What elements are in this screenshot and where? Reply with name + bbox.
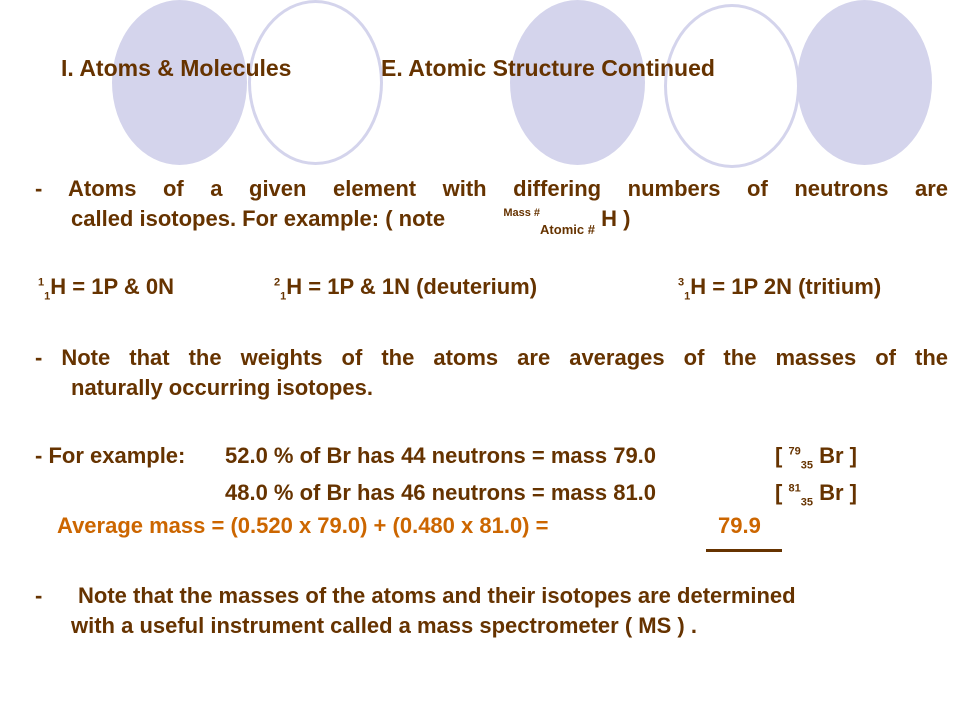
atomic-number-label: Atomic # xyxy=(540,222,595,237)
average-mass-formula: Average mass = (0.520 x 79.0) + (0.480 x 81.0) = xyxy=(57,513,549,538)
decor-circle-ring-1 xyxy=(248,0,383,165)
tritium-mass-number: 3 xyxy=(678,276,685,289)
hydrogen-isotope-protium xyxy=(38,274,174,303)
ms-note-line1: Note that the masses of the atoms and their isotopes are determined xyxy=(78,583,796,608)
decor-circle-filled-1 xyxy=(112,0,247,165)
average-mass-underline xyxy=(706,549,782,552)
br-81-mass-number: 81 xyxy=(788,482,801,495)
weights-note-line2: naturally occurring isotopes. xyxy=(71,375,373,400)
decor-circle-ring-2 xyxy=(664,4,800,168)
br-81-symbol: Br ] xyxy=(819,480,857,505)
average-mass-result: 79.9 xyxy=(718,513,761,538)
slide-title-topic: E. Atomic Structure Continued xyxy=(381,55,715,81)
br-79-bracket: [ xyxy=(775,443,783,468)
decor-circle-filled-3 xyxy=(797,0,932,165)
weights-note-line1: - Note that the weights of the atoms are averages of the masses of the xyxy=(35,345,948,370)
ms-note-dash: - xyxy=(35,583,43,608)
isotopes-definition-line2 xyxy=(71,206,630,236)
tritium-text: H = 1P 2N (tritium) xyxy=(690,274,882,299)
br-79-mass-number: 79 xyxy=(788,445,801,458)
deuterium-mass-number: 2 xyxy=(274,276,281,289)
br-79-symbol: Br ] xyxy=(819,443,857,468)
hydrogen-symbol-note: H ) xyxy=(601,206,631,231)
ms-note-line2: with a useful instrument called a mass spectrometer ( MS ) . xyxy=(71,613,697,638)
br-example-row1-text: 52.0 % of Br has 44 neutrons = mass 79.0 xyxy=(225,443,657,468)
br-81-notation xyxy=(775,480,857,509)
br-79-notation xyxy=(775,443,857,472)
deuterium-text: H = 1P & 1N (deuterium) xyxy=(286,274,538,299)
protium-mass-number: 1 xyxy=(38,276,45,289)
decor-circle-filled-2 xyxy=(510,0,645,165)
protium-text: H = 1P & 0N xyxy=(50,274,174,299)
slide-title-section: I. Atoms & Molecules xyxy=(61,55,292,81)
br-81-atomic-number: 35 xyxy=(800,496,813,509)
br-81-bracket: [ xyxy=(775,480,783,505)
isotopes-definition-text: called isotopes. For example: ( note xyxy=(71,206,446,231)
hydrogen-isotope-deuterium xyxy=(274,274,538,303)
isotopes-definition-line1: - Atoms of a given element with differing numbers of neutrons are xyxy=(35,176,948,201)
br-example-row2-text: 48.0 % of Br has 46 neutrons = mass 81.0 xyxy=(225,480,657,505)
tritium-atomic-number: 1 xyxy=(684,290,691,303)
deuterium-atomic-number: 1 xyxy=(280,290,287,303)
br-79-atomic-number: 35 xyxy=(800,459,813,472)
mass-number-label: Mass # xyxy=(503,207,541,219)
br-example-prefix: - For example: xyxy=(35,443,186,468)
hydrogen-isotope-tritium xyxy=(678,274,882,303)
protium-atomic-number: 1 xyxy=(44,290,51,303)
